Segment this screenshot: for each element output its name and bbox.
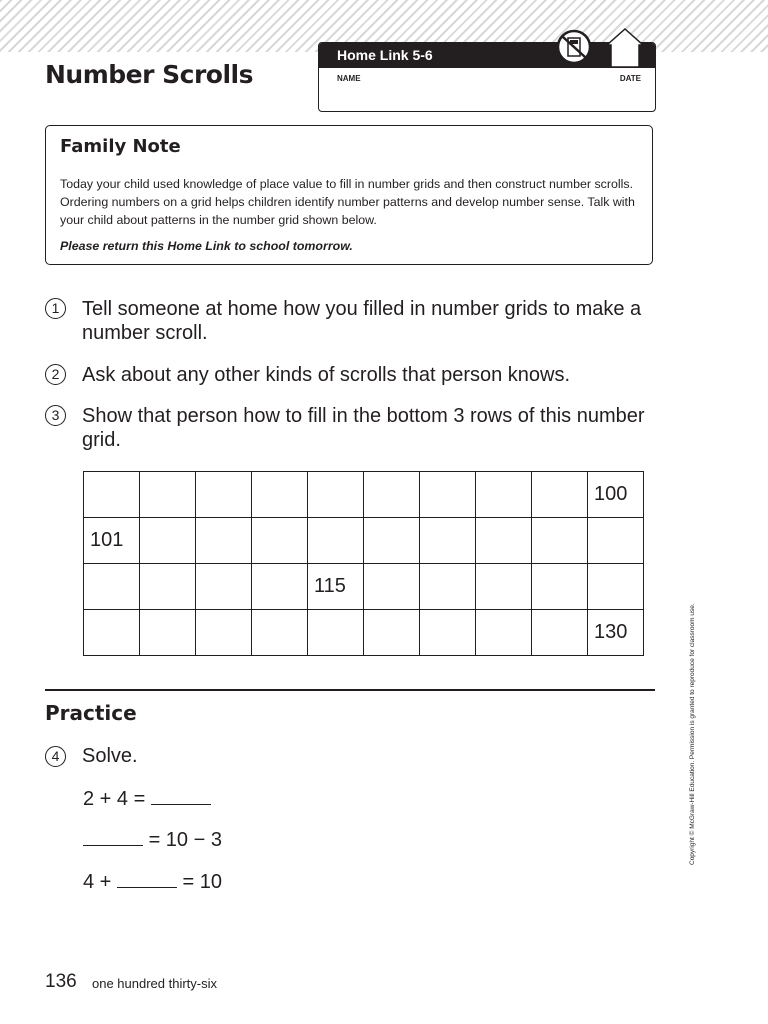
grid-cell[interactable] bbox=[308, 472, 364, 518]
grid-cell[interactable] bbox=[84, 472, 140, 518]
question-3-text: Show that person how to fill in the bottom 3 rows of this number grid. bbox=[82, 405, 645, 451]
family-note-title: Family Note bbox=[60, 136, 181, 157]
grid-cell[interactable] bbox=[364, 472, 420, 518]
grid-cell[interactable] bbox=[532, 564, 588, 610]
grid-cell[interactable] bbox=[252, 518, 308, 564]
grid-cell[interactable]: 101 bbox=[84, 518, 140, 564]
grid-cell[interactable] bbox=[140, 610, 196, 656]
question-3-number: 3 bbox=[45, 405, 66, 426]
grid-row bbox=[84, 610, 644, 656]
family-note bbox=[45, 125, 653, 265]
grid-row bbox=[84, 564, 644, 610]
grid-cell[interactable] bbox=[364, 564, 420, 610]
grid-cell[interactable] bbox=[140, 518, 196, 564]
answer-blank-3[interactable] bbox=[117, 869, 177, 888]
divider bbox=[45, 689, 655, 691]
question-4-number: 4 bbox=[45, 746, 66, 767]
grid-cell[interactable] bbox=[588, 518, 644, 564]
equation-1-left: 2 + 4 = bbox=[83, 788, 146, 810]
question-2-text: Ask about any other kinds of scrolls that person knows. bbox=[82, 364, 571, 386]
copyright-notice bbox=[689, 565, 697, 865]
grid-cell[interactable] bbox=[196, 472, 252, 518]
grid-cell[interactable]: 115 bbox=[308, 564, 364, 610]
question-1-text: Tell someone at home how you filled in number grids to make a number scroll. bbox=[82, 298, 642, 344]
grid-cell[interactable] bbox=[84, 564, 140, 610]
grid-cell[interactable] bbox=[476, 564, 532, 610]
no-calculator-icon bbox=[556, 29, 592, 65]
grid-row bbox=[84, 472, 644, 518]
grid-cell[interactable] bbox=[84, 610, 140, 656]
grid-cell[interactable] bbox=[476, 610, 532, 656]
answer-blank-2[interactable] bbox=[83, 827, 143, 846]
equation-1 bbox=[83, 786, 211, 811]
grid-cell[interactable] bbox=[308, 518, 364, 564]
answer-blank-1[interactable] bbox=[151, 786, 211, 805]
grid-cell[interactable] bbox=[308, 610, 364, 656]
family-note-body: Today your child used knowledge of place value to fill in number grids and then construct number scrolls. Ordering numbers on a grid helps children identify number patterns and develop number sense. Talk with your child about patterns in the number grid shown below. bbox=[60, 177, 635, 227]
grid-cell[interactable] bbox=[196, 564, 252, 610]
equation-3 bbox=[83, 869, 222, 894]
grid-cell[interactable] bbox=[420, 564, 476, 610]
date-label: DATE bbox=[619, 74, 641, 83]
house-icon bbox=[605, 27, 645, 67]
grid-cell[interactable]: 130 bbox=[588, 610, 644, 656]
grid-cell[interactable] bbox=[532, 472, 588, 518]
practice-title: Practice bbox=[45, 701, 137, 725]
question-2-number: 2 bbox=[45, 364, 66, 385]
grid-cell[interactable] bbox=[532, 610, 588, 656]
grid-cell[interactable] bbox=[420, 472, 476, 518]
grid-cell[interactable] bbox=[588, 564, 644, 610]
grid-cell[interactable] bbox=[420, 518, 476, 564]
name-label: NAME bbox=[337, 74, 361, 83]
grid-cell[interactable] bbox=[196, 518, 252, 564]
equation-3-left: 4 + bbox=[83, 871, 112, 893]
grid-cell[interactable] bbox=[364, 518, 420, 564]
question-1-number: 1 bbox=[45, 298, 66, 319]
copyright-text: Copyright © McGraw-Hill Education. Permission is granted to reproduce for classroom use. bbox=[689, 603, 696, 865]
grid-cell[interactable] bbox=[420, 610, 476, 656]
grid-cell[interactable] bbox=[196, 610, 252, 656]
grid-cell[interactable] bbox=[252, 472, 308, 518]
equation-3-right: = 10 bbox=[182, 871, 222, 893]
page-number-words: one hundred thirty-six bbox=[92, 976, 218, 991]
grid-cell[interactable] bbox=[476, 472, 532, 518]
grid-cell[interactable] bbox=[140, 564, 196, 610]
grid-row bbox=[84, 518, 644, 564]
number-grid bbox=[83, 471, 644, 656]
page-title: Number Scrolls bbox=[45, 60, 254, 89]
grid-cell[interactable] bbox=[364, 610, 420, 656]
practice-prompt: Solve. bbox=[82, 745, 138, 767]
equation-2-right: = 10 − 3 bbox=[148, 829, 222, 851]
equation-2 bbox=[83, 827, 222, 852]
grid-cell[interactable] bbox=[252, 564, 308, 610]
family-note-return: Please return this Home Link to school tomorrow. bbox=[60, 239, 353, 253]
home-link-title: Home Link 5-6 bbox=[337, 47, 433, 63]
grid-cell[interactable] bbox=[140, 472, 196, 518]
home-link-box bbox=[318, 42, 656, 112]
grid-cell[interactable]: 100 bbox=[588, 472, 644, 518]
grid-cell[interactable] bbox=[532, 518, 588, 564]
page-number: 136 bbox=[45, 971, 77, 992]
grid-cell[interactable] bbox=[476, 518, 532, 564]
grid-cell[interactable] bbox=[252, 610, 308, 656]
